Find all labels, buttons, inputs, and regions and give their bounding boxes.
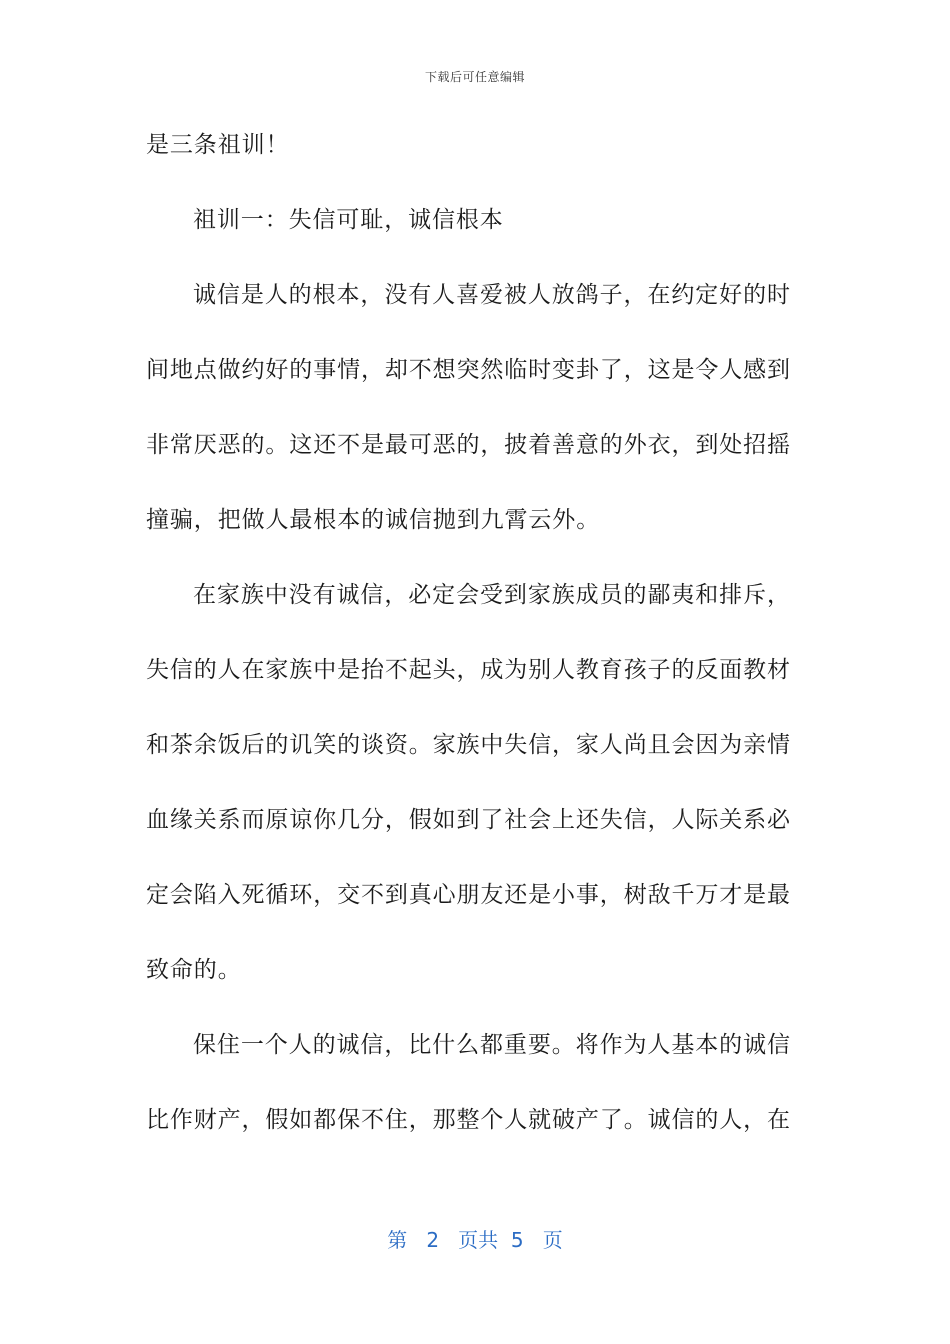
footer-suffix: 页 xyxy=(542,1228,563,1252)
paragraph-line: 定会陷入死循环，交不到真心朋友还是小事，树敌千万才是最 xyxy=(146,882,790,908)
paragraph-line: 间地点做约好的事情，却不想突然临时变卦了，这是令人感到 xyxy=(146,357,790,383)
paragraph-line: 比作财产，假如都保不住，那整个人就破产了。诚信的人，在 xyxy=(146,1107,790,1133)
footer-prefix: 第 xyxy=(387,1228,408,1252)
paragraph-line: 血缘关系而原谅你几分，假如到了社会上还失信，人际关系必 xyxy=(146,807,790,833)
paragraph-line: 在家族中没有诚信，必定会受到家族成员的鄙夷和排斥， xyxy=(193,582,790,608)
page-footer xyxy=(0,1224,950,1253)
paragraph-line: 保住一个人的诚信，比什么都重要。将作为人基本的诚信 xyxy=(193,1032,790,1058)
text-line: 是三条祖训！ xyxy=(146,132,290,158)
paragraph-line: 和茶余饭后的讥笑的谈资。家族中失信，家人尚且会因为亲情 xyxy=(146,732,790,758)
paragraph-line: 致命的。 xyxy=(146,957,242,983)
current-page-number: 2 xyxy=(426,1228,440,1252)
paragraph-line: 非常厌恶的。这还不是最可恶的，披着善意的外衣，到处招摇 xyxy=(146,432,790,458)
paragraph-line: 诚信是人的根本，没有人喜爱被人放鸽子，在约定好的时 xyxy=(193,282,790,308)
document-body xyxy=(146,108,790,1158)
paragraph-line: 撞骗，把做人最根本的诚信抛到九霄云外。 xyxy=(146,507,601,533)
footer-middle: 页共 xyxy=(458,1228,499,1252)
total-page-count: 5 xyxy=(510,1228,524,1252)
page-header: 下载后可任意编辑 xyxy=(424,70,525,84)
paragraph-line: 失信的人在家族中是抬不起头，成为别人教育孩子的反面教材 xyxy=(146,657,790,683)
section-heading: 祖训一：失信可耻，诚信根本 xyxy=(193,207,504,233)
